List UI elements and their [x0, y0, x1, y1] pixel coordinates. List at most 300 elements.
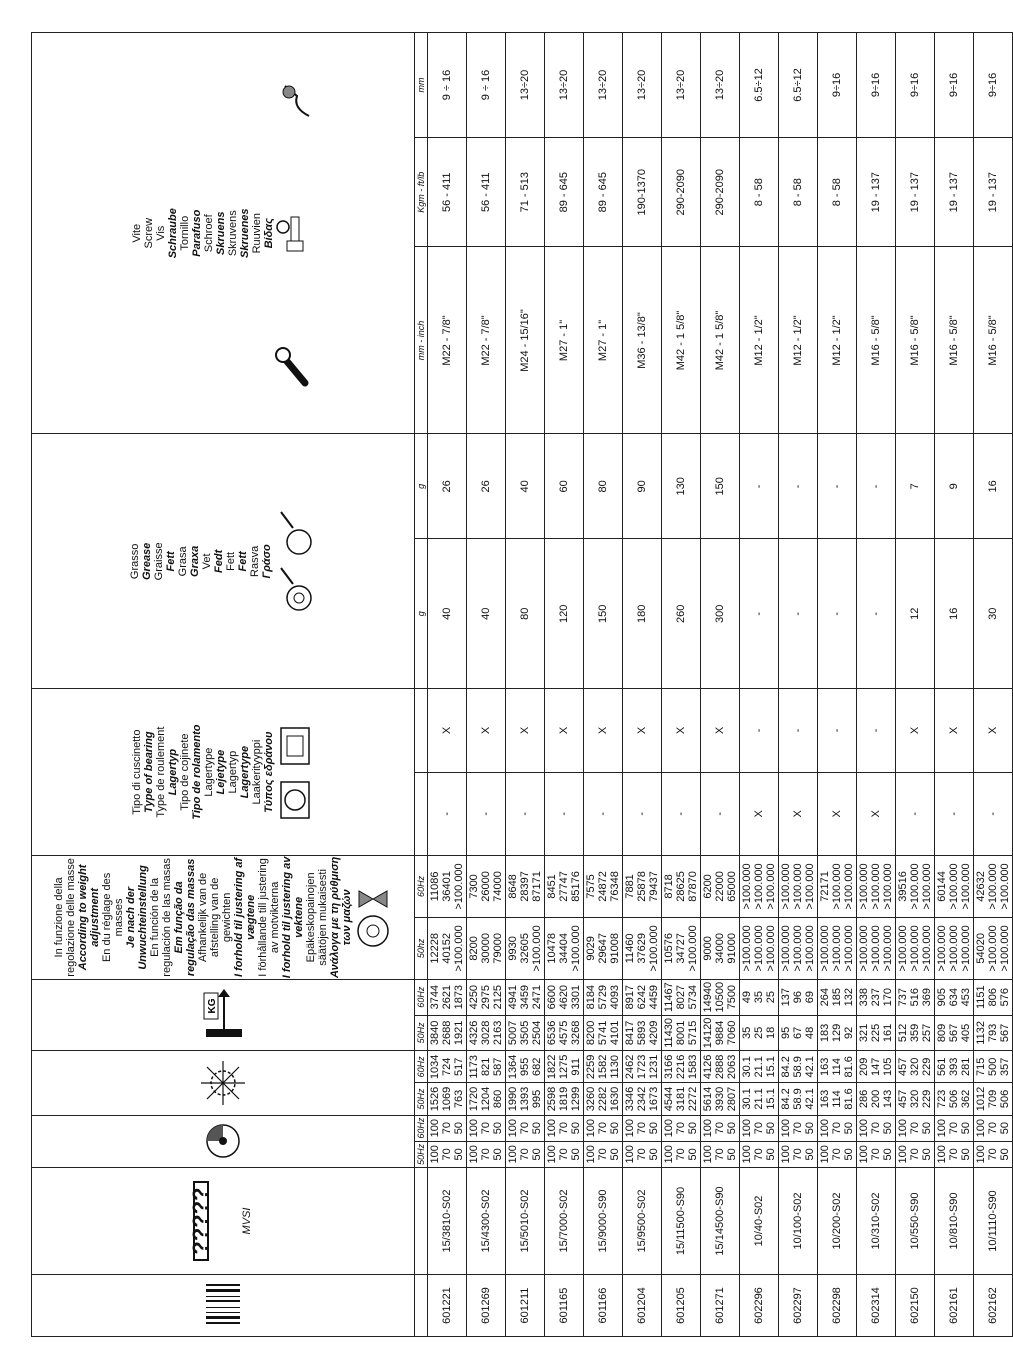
cell-kg-60hz [662, 979, 701, 1015]
value-line: 4941 [507, 984, 519, 1010]
weight-adjust-line: According to weight adjustment [77, 864, 101, 971]
grease-line: Vet [201, 553, 213, 570]
value-line: 567 [948, 1023, 960, 1043]
cell-percent-50hz [935, 1141, 974, 1167]
cell-hours-60hz [701, 855, 740, 917]
cell-kg-60hz [974, 979, 1013, 1015]
cell-code: 601271 [701, 1275, 740, 1337]
cell-ball-bearing: X [740, 772, 779, 855]
cell-kgmm-60hz [428, 1051, 467, 1083]
cell-hours-50hz [584, 917, 623, 979]
value-line: 100 [585, 1145, 597, 1164]
cell-percent-50hz [467, 1141, 506, 1167]
value-line: >100.000 [870, 863, 882, 910]
value-line: 30.1 [741, 1056, 753, 1078]
units-row [415, 33, 428, 1337]
value-line: 517 [453, 1057, 465, 1076]
table-row [974, 33, 1013, 1337]
value-line: 100 [663, 1145, 675, 1164]
cell-torque: 290-2090 [701, 137, 740, 247]
cell-hours-50hz [428, 917, 467, 979]
percent-50hz-unit: 50Hz [415, 1141, 428, 1167]
cell-percent-50hz [545, 1141, 584, 1167]
cell-kgmm-60hz [896, 1051, 935, 1083]
value-line: 70 [558, 1148, 570, 1161]
cell-kgmm-50hz [428, 1083, 467, 1115]
grease-line: Fett [237, 551, 249, 572]
cell-kg-50hz [545, 1015, 584, 1051]
value-line: 1151 [975, 985, 987, 1009]
cell-screw-size: M24 - 15/16" [506, 247, 545, 434]
cell-hours-60hz [818, 855, 857, 917]
value-line: 79437 [648, 871, 660, 902]
cell-kg-50hz [779, 1015, 818, 1051]
value-line: 34404 [558, 933, 570, 964]
value-line: 161 [882, 1023, 894, 1043]
cell-tolerance: 9÷16 [935, 33, 974, 138]
value-line: 35 [741, 1026, 753, 1040]
cell-tolerance: 9÷16 [818, 33, 857, 138]
table-row [701, 33, 740, 1337]
cell-hours-50hz [779, 917, 818, 979]
value-line: 70 [441, 1122, 453, 1135]
value-line: 634 [948, 988, 960, 1007]
value-line: >100.000 [819, 925, 831, 972]
value-line: 2282 [597, 1086, 609, 1112]
value-line: 821 [480, 1057, 492, 1076]
value-line: 320 [909, 1057, 921, 1076]
cell-hours-50hz [662, 917, 701, 979]
value-line: 1720 [468, 1086, 480, 1112]
value-line: 2063 [726, 1054, 738, 1080]
value-line: 1173 [468, 1055, 480, 1079]
cell-kg-50hz [623, 1015, 662, 1051]
tolerance-unit: mm [415, 33, 428, 138]
cell-kg-60hz [857, 979, 896, 1015]
cell-kgmm-60hz [935, 1051, 974, 1083]
value-line: 147 [870, 1057, 882, 1076]
value-line: 70 [441, 1148, 453, 1161]
bearing-type-line: Lagertyp [227, 750, 239, 794]
cell-tolerance: 13÷20 [662, 33, 701, 138]
cell-kg-60hz [428, 979, 467, 1015]
cell-grease-2: 130 [662, 434, 701, 539]
bearing-type-line: Tipo de rolamento [191, 724, 203, 820]
value-line: 81.6 [843, 1088, 855, 1110]
ball-bearing-unit [415, 772, 428, 855]
value-line: 100 [975, 1145, 987, 1164]
value-line: 3459 [519, 984, 531, 1010]
cell-torque: 56 - 411 [428, 137, 467, 247]
value-line: 2216 [675, 1054, 687, 1080]
cell-code: 602161 [935, 1275, 974, 1337]
value-line: 457 [897, 1057, 909, 1076]
weight-adjust-line: I forhold til justering av vektene [281, 856, 305, 979]
value-line: 27747 [558, 871, 570, 902]
cell-model: 15/3810-S02 [428, 1167, 467, 1274]
cell-kg-50hz [818, 1015, 857, 1051]
value-line: 79000 [492, 933, 504, 964]
value-line: 21.1 [753, 1056, 765, 1078]
cell-grease-1: - [779, 539, 818, 689]
cell-hours-50hz [857, 917, 896, 979]
value-line: 50 [609, 1148, 621, 1161]
value-line: 7500 [726, 984, 738, 1010]
value-line: 1583 [687, 1054, 699, 1080]
value-line: 50 [726, 1148, 738, 1161]
value-line: >100.000 [999, 925, 1011, 972]
value-line: 25878 [636, 871, 648, 902]
cell-screw-size: M12 - 1/2" [740, 247, 779, 434]
model-label: MVSI [241, 1207, 253, 1235]
value-line: 1526 [429, 1086, 441, 1112]
cell-percent-60hz [428, 1115, 467, 1141]
value-line: 100 [819, 1145, 831, 1164]
value-line: 362 [960, 1089, 972, 1109]
value-line: 50 [804, 1122, 816, 1135]
value-line: >100.000 [858, 863, 870, 910]
value-line: >100.000 [987, 925, 999, 972]
value-line: 1822 [546, 1054, 558, 1080]
value-line: 7300 [468, 874, 480, 899]
value-line: 100 [858, 1118, 870, 1138]
cell-tolerance: 9÷16 [857, 33, 896, 138]
value-line: 905 [936, 988, 948, 1007]
value-line: 506 [999, 1089, 1011, 1109]
code-box: ????? [193, 1181, 209, 1260]
screw-line: Βίδας [263, 218, 275, 249]
value-line: 8200 [585, 1020, 597, 1046]
cell-percent-60hz [740, 1115, 779, 1141]
value-line: 70 [909, 1148, 921, 1161]
cell-hours-60hz [974, 855, 1013, 917]
value-line: 70 [753, 1122, 765, 1135]
cell-grease-1: 80 [506, 539, 545, 689]
value-line: 39516 [897, 871, 909, 902]
value-line: 70 [480, 1122, 492, 1135]
cell-kgmm-60hz [818, 1051, 857, 1083]
value-line: 26000 [480, 871, 492, 902]
value-line: >100.000 [792, 863, 804, 910]
table-row [623, 33, 662, 1337]
value-line: 1299 [570, 1086, 582, 1112]
screw-line: Vite [131, 223, 143, 243]
table-row [818, 33, 857, 1337]
cell-kgmm-50hz [740, 1083, 779, 1115]
cell-percent-60hz [662, 1115, 701, 1141]
value-line: 100 [897, 1118, 909, 1138]
value-line: 42632 [975, 871, 987, 902]
value-line: 2259 [585, 1054, 597, 1080]
value-line: 506 [948, 1089, 960, 1109]
grease-line: Fett [165, 551, 177, 572]
grease-1-unit: g [415, 539, 428, 689]
cell-percent-60hz [584, 1115, 623, 1141]
cell-kgmm-60hz [701, 1051, 740, 1083]
value-line: >100.000 [780, 863, 792, 910]
cell-roller-bearing: X [428, 689, 467, 772]
value-line: 1673 [648, 1086, 660, 1112]
cell-hours-60hz [896, 855, 935, 917]
grease-gun-icon [273, 434, 317, 688]
barcode-icon [202, 1275, 244, 1336]
kg-60hz-unit: 60Hz [415, 979, 428, 1015]
value-line: 48 [804, 1026, 816, 1040]
grease-2-unit: g [415, 434, 428, 539]
cell-code: 601165 [545, 1275, 584, 1337]
value-line: 50 [765, 1148, 777, 1161]
cell-screw-size: M12 - 1/2" [818, 247, 857, 434]
bearing-types-icon [275, 689, 315, 855]
value-line: 34000 [714, 933, 726, 964]
value-line: >100.000 [909, 925, 921, 972]
cell-kgmm-50hz [896, 1083, 935, 1115]
value-line: 1990 [507, 1086, 519, 1112]
cell-hours-60hz [662, 855, 701, 917]
cell-roller-bearing: X [701, 689, 740, 772]
cell-grease-2: 7 [896, 434, 935, 539]
cell-kg-60hz [740, 979, 779, 1015]
value-line: 100 [741, 1118, 753, 1138]
value-line: 209 [858, 1057, 870, 1076]
cell-kgmm-60hz [740, 1051, 779, 1083]
value-line: 281 [960, 1057, 972, 1076]
value-line: 9884 [714, 1020, 726, 1046]
value-line: 763 [453, 1089, 465, 1109]
value-line: 359 [909, 1023, 921, 1043]
cell-kgmm-50hz [662, 1083, 701, 1115]
value-line: 100 [663, 1118, 675, 1138]
cell-kg-50hz [974, 1015, 1013, 1051]
value-line: 4575 [558, 1020, 570, 1046]
cell-code: 602162 [974, 1275, 1013, 1337]
cell-hours-60hz [857, 855, 896, 917]
value-line: >100.000 [687, 925, 699, 972]
grease-header [32, 434, 415, 689]
value-line: 50 [999, 1122, 1011, 1135]
cell-kg-50hz [896, 1015, 935, 1051]
value-line: 25 [765, 991, 777, 1004]
value-line: 50 [921, 1148, 933, 1161]
value-line: 2807 [726, 1086, 738, 1112]
value-line: 7060 [726, 1020, 738, 1046]
cell-kg-60hz [584, 979, 623, 1015]
value-line: >100.000 [831, 925, 843, 972]
cell-percent-60hz [779, 1115, 818, 1141]
value-line: 100 [429, 1145, 441, 1164]
grease-line: Grasso [129, 543, 141, 580]
cell-percent-60hz [896, 1115, 935, 1141]
cell-percent-50hz [740, 1141, 779, 1167]
value-line: 516 [909, 988, 921, 1007]
cell-kg-60hz [623, 979, 662, 1015]
value-line: 50 [648, 1148, 660, 1161]
cell-kg-50hz [857, 1015, 896, 1051]
value-line: 4544 [663, 1086, 675, 1112]
cell-tolerance: 6.5÷12 [779, 33, 818, 138]
screw-line: Parafuso [191, 209, 203, 257]
cell-torque: 56 - 411 [467, 137, 506, 247]
value-line: 50 [531, 1148, 543, 1161]
value-line: 60144 [936, 871, 948, 902]
cell-screw-size: M16 - 5/8" [974, 247, 1013, 434]
value-line: >100.000 [765, 925, 777, 972]
cell-grease-2: 9 [935, 434, 974, 539]
cell-kgmm-50hz [545, 1083, 584, 1115]
value-line: >100.000 [882, 863, 894, 910]
value-line: >100.000 [741, 863, 753, 910]
screw-line: Ruuvien [251, 213, 263, 254]
cell-grease-2: 26 [428, 434, 467, 539]
rotated-table-frame [31, 32, 1011, 1337]
value-line: >100.000 [648, 925, 660, 972]
value-line: 15.1 [765, 1056, 777, 1078]
cell-grease-2: 90 [623, 434, 662, 539]
value-line: 70 [831, 1122, 843, 1135]
cell-kgmm-50hz [506, 1083, 545, 1115]
value-line: 25 [753, 1026, 765, 1040]
value-line: 9000 [702, 936, 714, 961]
value-line: 100 [507, 1145, 519, 1164]
table-row [896, 33, 935, 1337]
value-line: 2888 [714, 1054, 726, 1080]
cell-kg-60hz [467, 979, 506, 1015]
weight-adjust-line: Ανάλογα με τη ρύθμιση των μαζών [329, 856, 353, 979]
cell-model: 15/4300-S02 [467, 1167, 506, 1274]
weight-adjust-line: Afhankelijk van de afstelling van de gewichten [197, 872, 233, 963]
cell-code: 602298 [818, 1275, 857, 1337]
value-line: >100.000 [948, 925, 960, 972]
value-line: 143 [882, 1089, 894, 1109]
cell-kg-60hz [896, 979, 935, 1015]
value-line: 682 [531, 1057, 543, 1076]
cell-percent-50hz [506, 1141, 545, 1167]
value-line: 995 [531, 1089, 543, 1109]
table-row [545, 33, 584, 1337]
table-row [506, 33, 545, 1337]
cell-hours-60hz [545, 855, 584, 917]
value-line: 70 [831, 1148, 843, 1161]
wrench-icon [275, 345, 315, 389]
value-line: 84.2 [780, 1056, 792, 1078]
value-line: 50 [687, 1122, 699, 1135]
cell-hours-60hz [506, 855, 545, 917]
cell-model: 10/100-S02 [779, 1167, 818, 1274]
cell-kg-50hz [506, 1015, 545, 1051]
value-line: 185 [831, 988, 843, 1007]
value-line: 809 [936, 1023, 948, 1043]
cell-kgmm-60hz [974, 1051, 1013, 1083]
cell-model: 10/40-S02 [740, 1167, 779, 1274]
cell-grease-2: - [779, 434, 818, 539]
value-line: 453 [960, 988, 972, 1007]
value-line: 3930 [714, 1086, 726, 1112]
cell-torque: 8 - 58 [740, 137, 779, 247]
table-row [779, 33, 818, 1337]
value-line: 58.9 [792, 1088, 804, 1110]
cell-ball-bearing: X [818, 772, 857, 855]
cell-roller-bearing: X [584, 689, 623, 772]
value-line: 7881 [624, 874, 636, 899]
value-line: >100.000 [765, 863, 777, 910]
cell-hours-50hz [545, 917, 584, 979]
value-line: 1034 [429, 1054, 441, 1080]
value-line: >100.000 [792, 925, 804, 972]
cell-percent-60hz [818, 1115, 857, 1141]
value-line: 100 [780, 1118, 792, 1138]
cell-kgmm-60hz [779, 1051, 818, 1083]
cell-hours-50hz [506, 917, 545, 979]
cell-kg-60hz [506, 979, 545, 1015]
cell-kg-50hz [584, 1015, 623, 1051]
cell-kgmm-50hz [701, 1083, 740, 1115]
moment-header [32, 1051, 415, 1115]
value-line: 2125 [492, 984, 504, 1010]
cell-ball-bearing: - [623, 772, 662, 855]
table-row [662, 33, 701, 1337]
cell-ball-bearing: - [935, 772, 974, 855]
value-line: 6200 [702, 874, 714, 899]
cell-grease-2: - [740, 434, 779, 539]
value-line: 70 [987, 1148, 999, 1161]
value-line: 50 [882, 1148, 894, 1161]
value-line: 50 [921, 1122, 933, 1135]
hours-50hz-unit: 50hz [415, 917, 428, 979]
cell-percent-60hz [545, 1115, 584, 1141]
weight-adjust-line: Epäkeskopainojen säätöjen mukaisesti [305, 869, 329, 966]
weight-adjust-line: Em função da regulação das massas [173, 858, 197, 977]
value-line: 8027 [675, 984, 687, 1010]
bearing-type-line: Τύπος εδράνου [263, 731, 275, 813]
cell-roller-bearing: X [974, 689, 1013, 772]
cell-percent-50hz [779, 1141, 818, 1167]
value-line: 28397 [519, 871, 531, 902]
value-line: 100 [429, 1118, 441, 1138]
cell-ball-bearing: - [584, 772, 623, 855]
cell-grease-1: 30 [974, 539, 1013, 689]
cell-hours-60hz [740, 855, 779, 917]
value-line: 8200 [468, 936, 480, 961]
cell-grease-1: 16 [935, 539, 974, 689]
cell-screw-size: M27 - 1" [545, 247, 584, 434]
cell-percent-60hz [506, 1115, 545, 1141]
cell-grease-1: 300 [701, 539, 740, 689]
cell-torque: 19 - 137 [974, 137, 1013, 247]
value-line: 50 [726, 1122, 738, 1135]
cell-kg-50hz [935, 1015, 974, 1051]
cell-ball-bearing: - [896, 772, 935, 855]
cell-tolerance: 9 ÷ 16 [428, 33, 467, 138]
value-line: 87171 [531, 871, 543, 902]
value-line: 257 [921, 1023, 933, 1043]
force-kg-icon [200, 980, 246, 1050]
value-line: 100 [741, 1145, 753, 1164]
value-line: >100.000 [804, 863, 816, 910]
force-header [32, 979, 415, 1050]
value-line: 1012 [975, 1086, 987, 1112]
value-line: 70 [948, 1122, 960, 1135]
cell-tolerance: 13÷20 [701, 33, 740, 138]
value-line: 737 [897, 988, 909, 1007]
value-line: 81.6 [843, 1056, 855, 1078]
value-line: >100.000 [804, 925, 816, 972]
cell-model: 10/1110-S90 [974, 1167, 1013, 1274]
cell-percent-60hz [623, 1115, 662, 1141]
grease-line: Γράσο [261, 544, 273, 579]
bearing-type-line: Type of bearing [143, 731, 155, 813]
value-line: 50 [609, 1122, 621, 1135]
screw-line: Skruens [215, 211, 227, 255]
